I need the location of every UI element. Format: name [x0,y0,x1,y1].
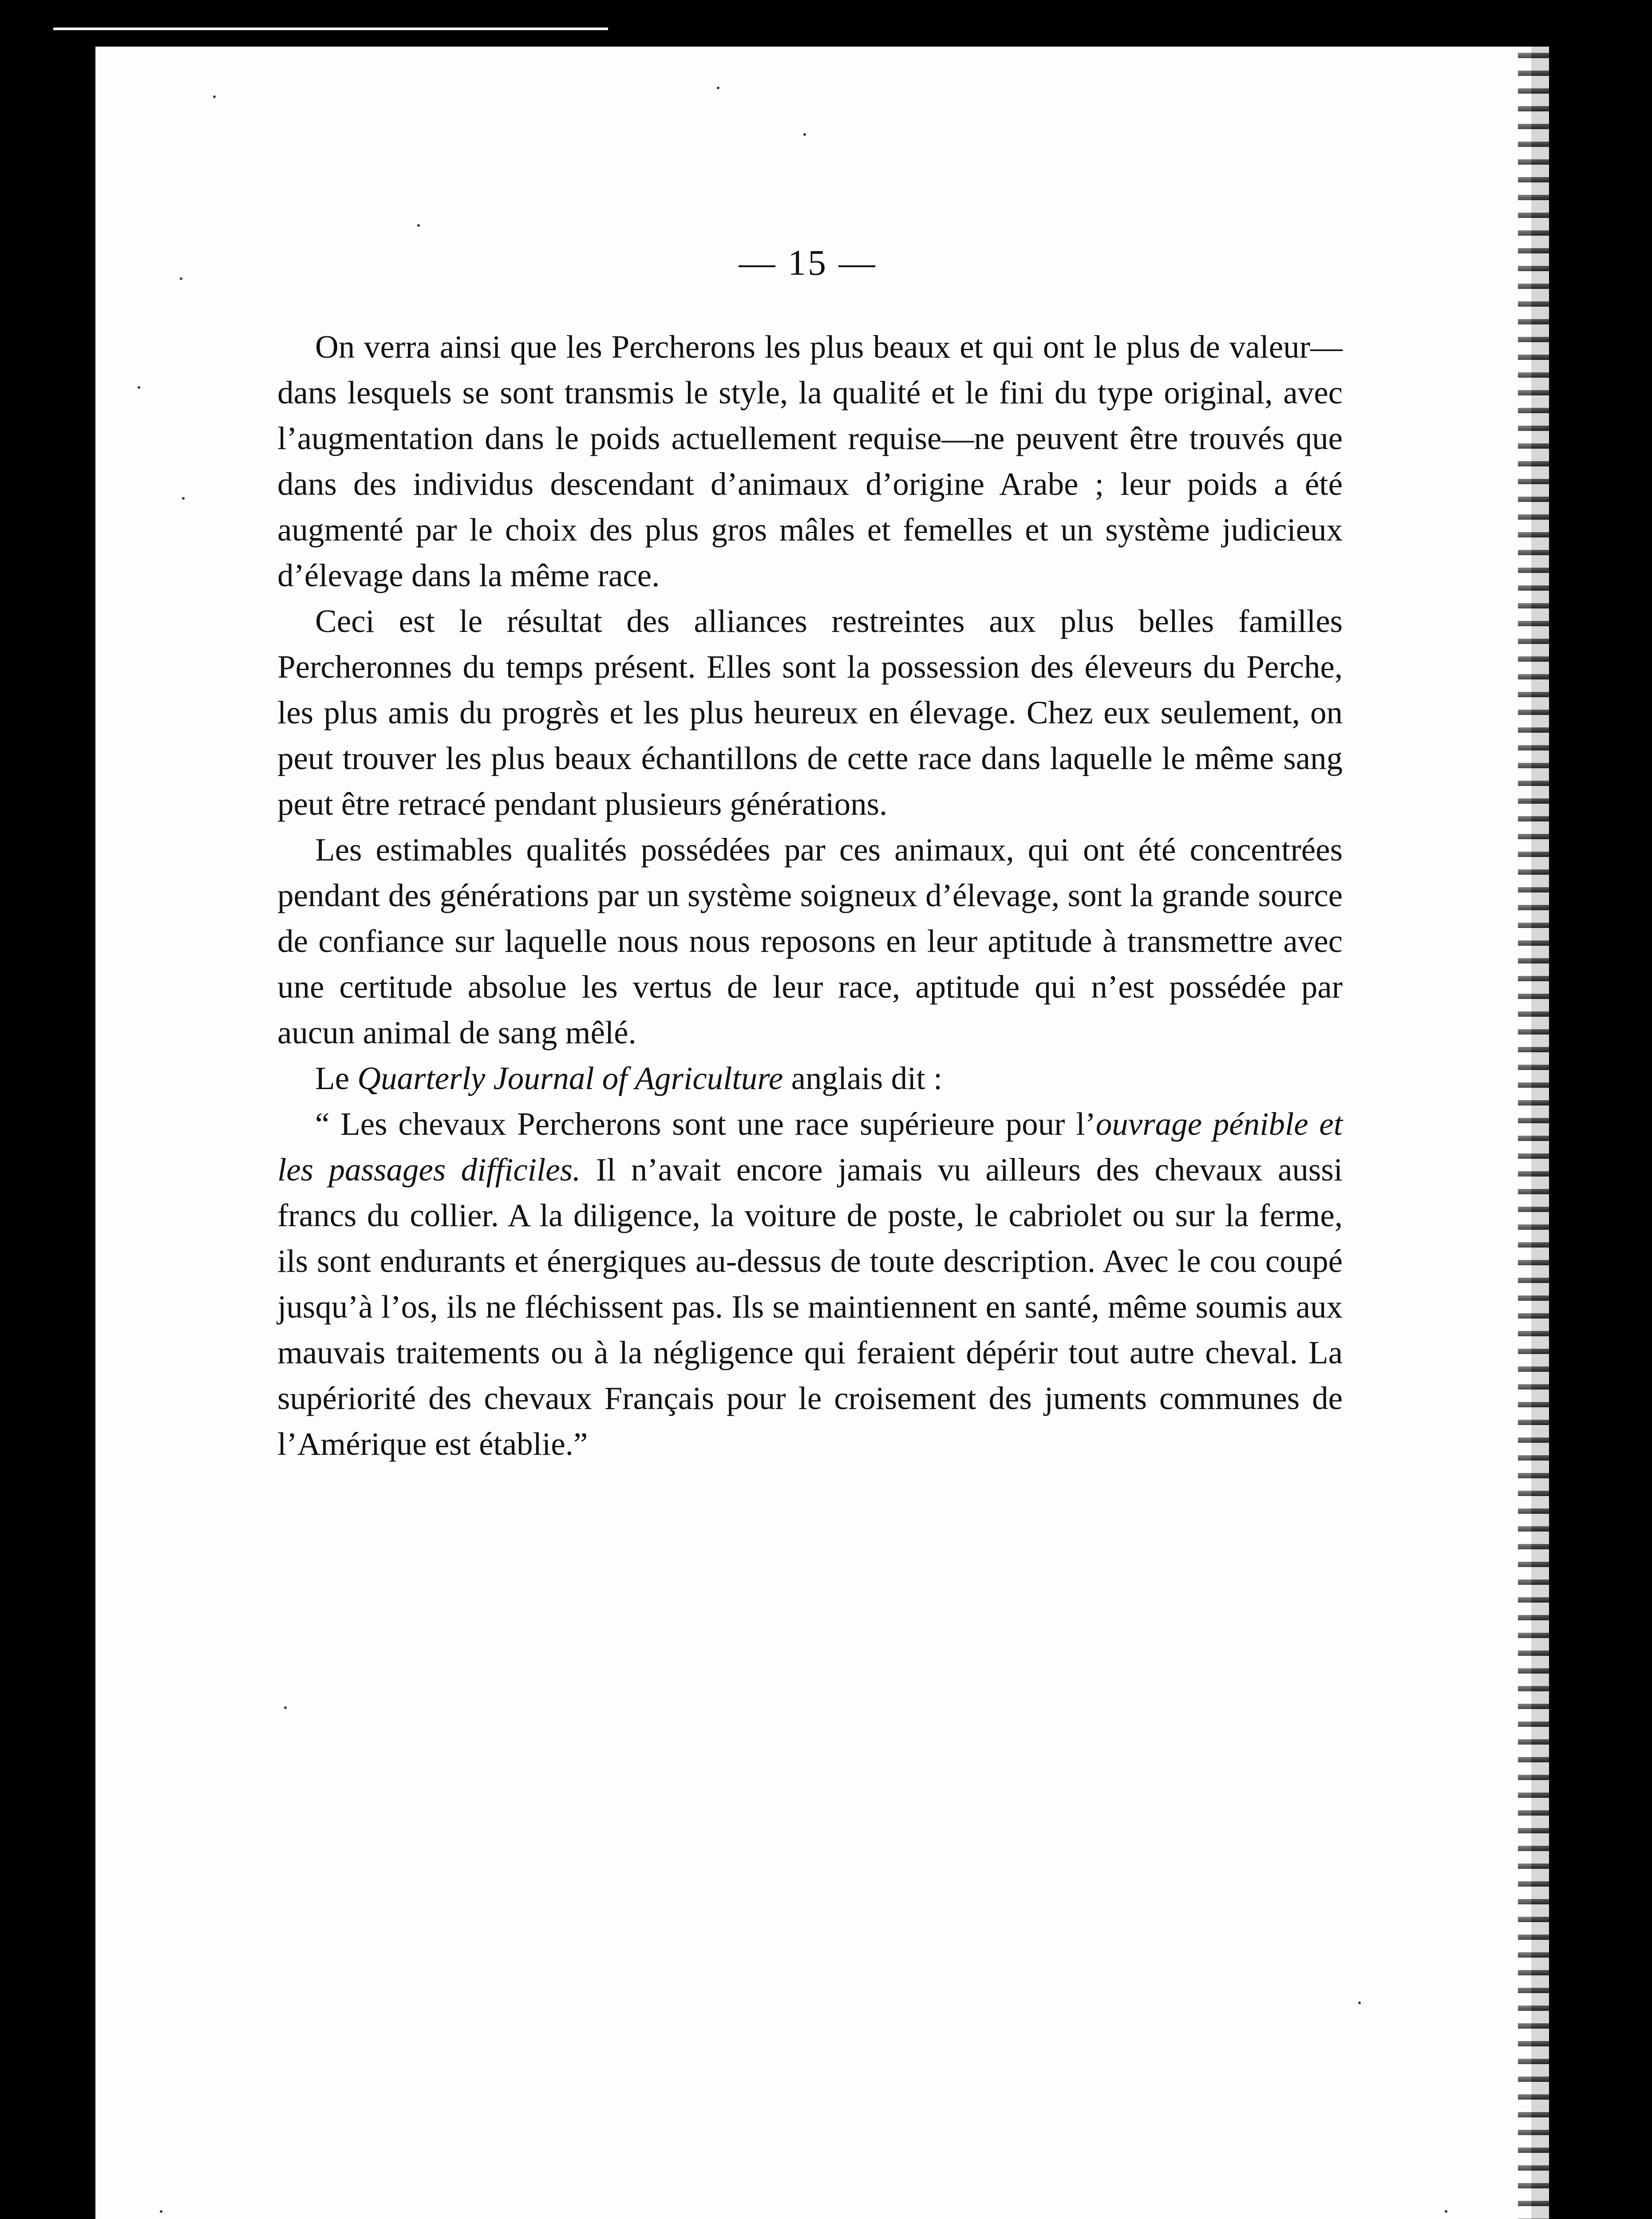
journal-title: Quarterly Journal of Agriculture [357,1060,783,1096]
journal-intro-pre: Le [315,1060,358,1096]
page-right-edge [1518,47,1549,2219]
speck [180,277,182,280]
paragraph-percherons-value: On verra ainsi que les Percherons les plus beaux et qui ont le plus de valeur—dans lesquels se sont transmis le style, la qualité et le fini du type original, avec l’augmentation dans le poids actuellement requise—ne peuvent être trouvés que dans des individus descendant d’animaux d’origine Arabe ; leur poids a été augmenté par le choix des plus gros mâles et femelles et un système judicieux d’élevage dans la même race. [277,329,1343,593]
quotation-post: Il n’avait encore jamais vu ailleurs des chevaux aussi francs du collier. A la diligence, la voiture de poste, le cabriolet ou sur la ferme, ils sont endurants et énergiques au-dessus de toute description. Avec le cou coupé jusqu’à l’os, ils ne fléchissent pas. Ils se maintiennent en santé, même soumis aux mauvais traitements ou à la négligence qui feraient dépérir tout autre cheval. La supériorité des chevaux Français pour le croisement des juments communes de l’Amérique est établie.” [277,1152,1343,1462]
speck [160,2210,162,2213]
paragraph-alliances: Ceci est le résultat des alliances restreintes aux plus belles familles Percheronnes du temps présent. Elles sont la possession des éleveurs du Perche, les plus amis du progrès et les plus heureux en élevage. Chez eux seulement, on peut trouver les plus beaux échantillons de cette race dans laquelle le même sang peut être retracé pendant plusieurs générations. [277,603,1343,822]
speck [417,224,420,227]
speck [138,386,140,389]
paragraph-quotation [277,1101,1343,1467]
quotation-pre: “ Les chevaux Percherons sont une race supérieure pour l’ [315,1106,1096,1142]
speck [1358,2002,1361,2004]
speck [182,497,185,500]
quotation-italic: ouvrage pénible et les passages difficiles. [277,1106,1343,1188]
scan-top-rule [53,28,608,30]
speck [284,1706,287,1709]
journal-intro-post: anglais dit : [783,1060,943,1096]
speck [213,95,216,98]
speck [1445,2210,1447,2213]
body-text [277,324,1343,1467]
paragraph-qualities: Les estimables qualités possédées par ces animaux, qui ont été concentrées pendant des générations par un système soigneux d’élevage, sont la grande source de confiance sur laquelle nous nous reposons en leur aptitude à transmettre avec une certitude absolue les vertus de leur race, aptitude qui n’est possédée par aucun animal de sang mêlé. [277,832,1343,1050]
page-number: — 15 — [739,242,877,283]
speck [803,133,806,136]
speck [717,87,719,89]
paragraph-journal-intro [277,1055,1343,1101]
